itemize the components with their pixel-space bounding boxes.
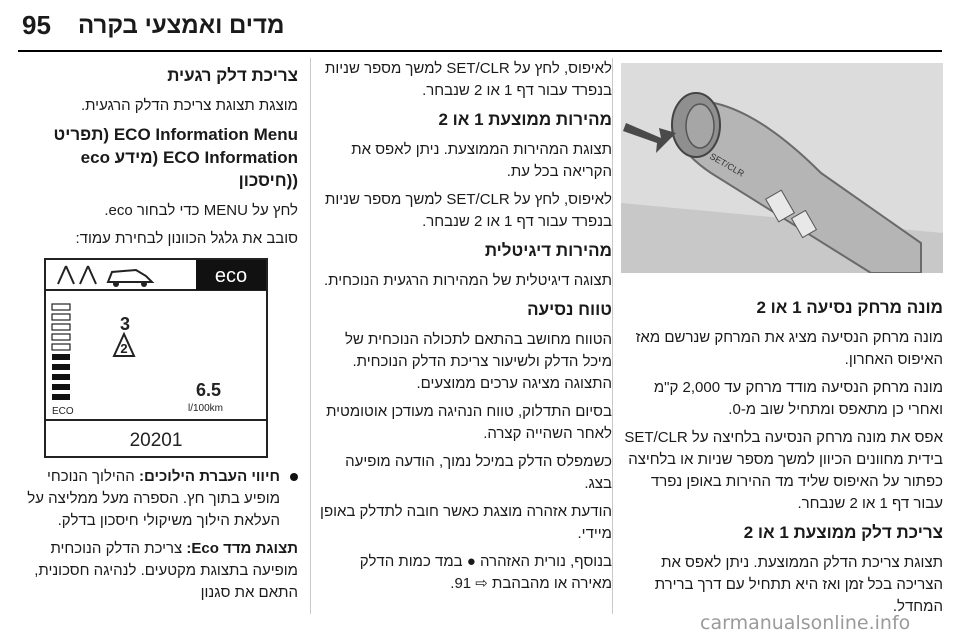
paragraph: לאיפוס, לחץ על SET/CLR למשך מספר שניות בנפרד עבור דף 1 או 2 שנבחר. (324, 60, 612, 99)
bullet-text: ההילוך הנוכחי מופיע בתוך חץ. הספרה מעל ממליצה על העלאת הילוך משיקולי חיסכון בדלק. (27, 468, 280, 529)
paragraph: בנוסף, נורית האזהרה ● במד כמות הדלק מאירה או מהבהבת ⇨ 91. (359, 553, 612, 592)
section-heading: צריכת דלק רגעית (167, 66, 298, 85)
paragraph: מונה מרחק הנסיעה מודד מרחק עד 2,000 ק"מ ואחרי כן מתאפס ומתחיל שוב מ-0. (653, 379, 943, 418)
bullet-lead: חיווי העברת הילוכים: (138, 468, 280, 485)
odometer-value: 20201 (129, 430, 183, 451)
paragraph: מונה מרחק הנסיעה מציג את המרחק שנרשם מאז האיפוס האחרון. (635, 329, 943, 368)
page-header (0, 0, 960, 50)
paragraph: לאיפוס, לחץ על SET/CLR למשך מספר שניות בנפרד עבור דף 1 או 2 שנבחר. (324, 191, 612, 230)
section-heading: צריכת דלק ממוצעת 1 או 2 (743, 523, 943, 542)
paragraph: תצוגת המהירות הממוצעת. ניתן לאפס את הקריאה בכל עת. (351, 141, 612, 180)
section-heading: מונה מרחק נסיעה 1 או 2 (756, 298, 943, 317)
column-left (18, 58, 298, 610)
column-middle (320, 58, 612, 601)
paragraph: כשמפלס הדלק במיכל נמוך, הודעה מופיעה בצג. (345, 453, 612, 492)
page-title: מדים ואמצעי בקרה (78, 12, 285, 39)
paragraph: אפס את מונה מרחק הנסיעה בלחיצה על SET/CLR בידית מחוונים הכיוון למשך מספר שניות או בלחיצה כפתור על האיפוס שליד מד ההירות באופן נפרד עבור דף 1 או 2 שנבחר. (624, 429, 943, 512)
section-heading: טווח נסיעה (527, 300, 612, 319)
paragraph: סובב את גלגל הכוונון לבחירת עמוד: (75, 230, 298, 247)
eco-bar-label: ECO (52, 406, 74, 417)
paragraph: תצוגה דיגיטלית של המהירות הרגעית הנוכחית. (324, 272, 612, 289)
section-heading: מהירות ממוצעת 1 או 2 (438, 110, 612, 129)
paragraph-lead: תצוגת מדד Eco: (186, 540, 298, 557)
paragraph: הטווח מחושב בהתאם לתכולה הנוכחית של מיכל הדלק ולשיעור צריכת הדלק הנוכחית. התצוגה מציגה ערכים ממוצעים. (344, 331, 612, 392)
section-heading: ECO Information Menu (תפריט ECO Information (מידע eco ((חיסכון (53, 125, 298, 190)
turn-signal-stalk-illustration (621, 63, 943, 273)
eco-display-illustration (44, 258, 268, 458)
eco-display-svg (46, 260, 266, 456)
car-icon (108, 270, 152, 287)
consumption-value: 6.5 (196, 380, 222, 400)
consumption-unit: l/100km (188, 403, 224, 414)
paragraph: הודעת אזהרה מוצגת כאשר חובה לתדלק באופן מיידי. (320, 503, 612, 542)
road-warning-icon (58, 266, 96, 284)
eco-tab-label: eco (214, 265, 248, 287)
paragraph: צריכת הדלק הנוכחית מופיעה בתצוגת מקטעים. לנהיגה חסכונית, התאם את סגנון (34, 540, 298, 601)
page-number: 95 (22, 10, 51, 40)
section-heading: מהירות דיגיטלית (484, 241, 612, 260)
stalk-photo (621, 63, 943, 273)
header-rule (18, 50, 942, 52)
current-gear: 2 (120, 341, 128, 356)
svg-text:SET/CLR: SET/CLR (708, 151, 746, 179)
column-divider (310, 58, 311, 614)
bullet-item (18, 466, 298, 532)
watermark: carmanualsonline.info (700, 612, 911, 634)
column-divider (612, 58, 613, 614)
paragraph: בסיום התדלוק, טווח הנהיגה מעודכן אוטומטית לאחר השהייה קצרה. (326, 403, 612, 442)
eco-level-bars (52, 304, 70, 400)
paragraph: תצוגת צריכת הדלק הממוצעת. ניתן לאפס את הצריכה בכל זמן ואז היא תתחיל עם דרך ברירת המחדל. (654, 554, 943, 615)
gear-recommendation: 3 (120, 314, 131, 334)
paragraph: לחץ על MENU כדי לבחור eco. (104, 202, 298, 219)
bullet-icon (290, 473, 298, 481)
paragraph: מוצגת תצוגת צריכת הדלק הרגעית. (80, 97, 298, 114)
